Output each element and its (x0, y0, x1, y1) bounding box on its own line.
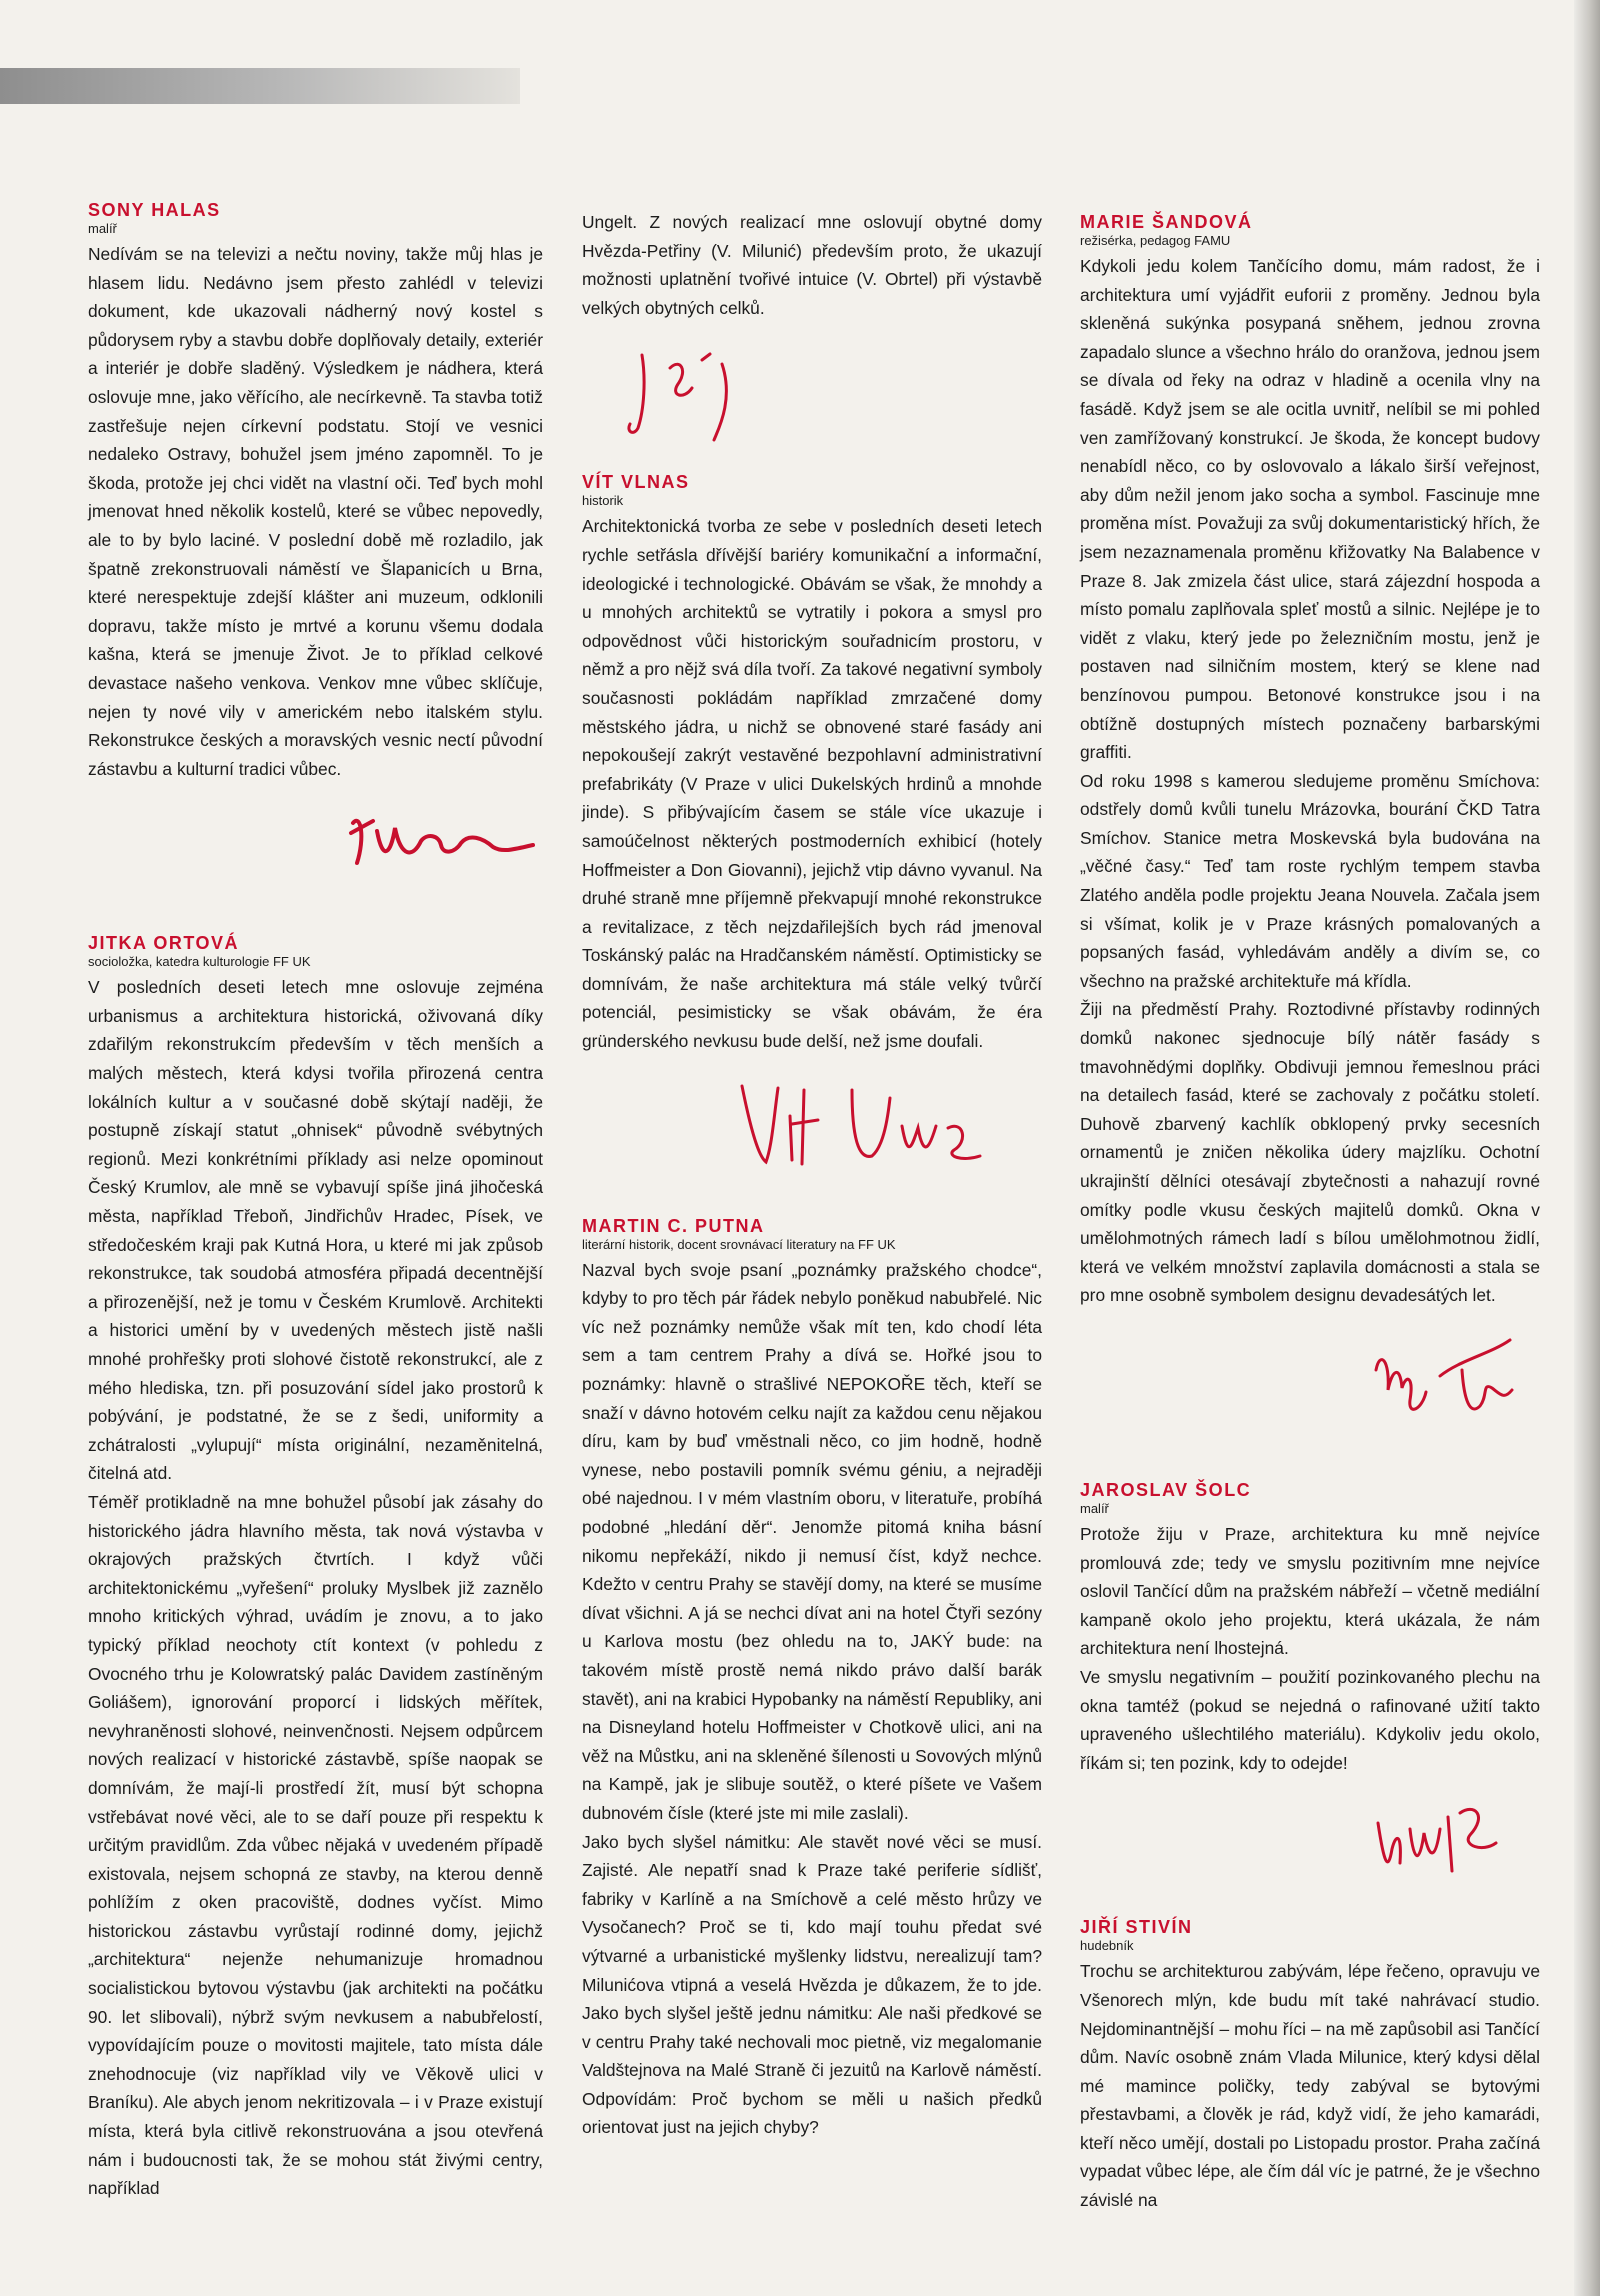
author-name: SONY HALAS (88, 200, 221, 220)
handwritten-signature-icon (1370, 1330, 1520, 1430)
column-1 (88, 200, 543, 2203)
signature-solc (1080, 1777, 1540, 1917)
paragraph: Ungelt. Z nových realizací mne oslovují obytné domy Hvězda-Petřiny (V. Milunić) především proto, že ukazují možnosti uplatnění tvořivé intuice (V. Obrtel) při výstavbě velkých obytných celků. (582, 212, 1042, 318)
author-name: VÍT VLNAS (582, 472, 690, 493)
paragraph: Nedívám se na televizi a nečtu noviny, takže můj hlas je hlasem lidu. Nedávno jsem přesto zahlédl v televizi dokument, kde ukazovali nádherný nový kostel s půdorysem ryby a stavbu dobře doplňovaly detaily, exteriér a interiér je dobře sladěný. Výsledkem je nádhera, která oslovuje mne, jako věřícího, ale necírkevně. Ta stavba totiž zastřešuje nejen církevní podstatu. Stojí ve vesnici nedaleko Ostravy, bohužel jsem jméno zapomněl. To je škoda, protože jej chci vidět na vlastní oči. Teď bych mohl jmenovat hned několik kostelů, které se vůbec nepovedly, ale to by bylo laciné. V poslední době mě rozladilo, jak špatně zrekonstruovali náměstí ve Šlapanicích u Brna, které nerespektuje zdejší klášter ani muzeum, odklonili dopravu, takže místo je mrtvé a korunu všemu dodala kašna, která se jmenuje Život. Je to příklad celkové devastace našeho venkova. Venkov mne vůbec sklíčuje, nejen ty nové vily v americkém nebo italském stylu. Rekonstrukce českých a moravských vesnic nectí původní zástavbu a kulturní tradici vůbec. (88, 244, 543, 779)
section-ortova-continued (582, 208, 1042, 322)
author-role: historik (582, 493, 624, 509)
section-jitka-ortova (88, 933, 543, 2203)
paragraph: Jako bych slyšel námitku: Ale stavět nové věci se musí. Zajisté. Ale nepatří snad k Praze také periferie sídlišť, fabriky v Karlíně a na Smíchově a celé město hrůzy ve Vysočanech? Proč se ti, kdo mají touhu předat své výtvarné a urbanistické myšlenky lidstvu, nerealizují tam? Milunićova vtipná a veselá Hvězda je důkazem, že to jde. Jako bych slyšel ještě jednu námitku: Ale naši předkové se v centru Prahy také nechovali moc pietně, viz megalomanie Valdštejnova na Malé Straně či jezuitů na Karlově náměstí. Odpovídám: Proč bychom se měli u našich předků orientovat just na jejich chyby? (582, 1831, 1042, 2138)
section-sony-halas (88, 200, 543, 783)
section-vit-vlnas (582, 472, 1042, 1055)
paragraph: V posledních deseti letech mne oslovuje zejména urbanismus a architektura historická, oživovaná díky zdařilým rekonstrukcím především v těch menších a malých městech, která kdysi tvořila přirozená centra lokálních kultur a v současné době skýtají naději, že postupně získají statut „ohnisek“ původně svébytných regionů. Mezi konkrétními příklady asi nelze opominout Český Krumlov, ale mně se vybavují spíše jiná jihočeská města, například Třeboň, Jindřichův Hradec, Písek, ve středočeském kraji pak Kutná Hora, u které mi jak způsob rekonstrukce, tak soudobá atmosféra připadá decentnější a přirozenější, než je tomu v Českém Krumlově. Architekti a historici umění by v uvedených městech jistě našli mnohé prohřešky proti slohové čistotě rekonstrukcí, ale z mého hlediska, tzn. při posuzování sídel jako prostorů k pobývání, je podstatné, že se z šedi, uniformity a zchátralosti „vylupují“ místa originální, nezaměnitelná, čitelná atd. (88, 977, 543, 1484)
paragraph: Ve smyslu negativním – použití pozinkovaného plechu na okna tamtéž (pokud se nejedná o rafinované užití takto upraveného ušlechtilého materiálu). Kdykoliv jedu okolo, říkám si; ten pozink, kdy to odejde! (1080, 1666, 1540, 1773)
paragraph: Od roku 1998 s kamerou sledujeme proměnu Smíchova: odstřely domů kvůli tunelu Mrázovka, bourání ČKD Tatra Smíchov. Stanice metra Moskevská byla budována na „věčné časy.“ Teď tam roste rychlým tempem stavba Zlatého anděla podle projektu Jeana Nouvela. Začala jsem si všímat, kolik je v Praze krásných pomalovaných a popsaných fasád, vyhledávám anděly a divím se, co všechno na pražské architektuře má křídla. (1080, 770, 1540, 991)
section-body (88, 240, 543, 783)
author-role: malíř (1080, 1500, 1109, 1516)
section-body (1080, 252, 1540, 1310)
column-2 (582, 208, 1042, 2142)
author-role: režisérka, pedagog FAMU (1080, 233, 1231, 248)
author-role: malíř (88, 221, 117, 236)
author-name: MARIE ŠANDOVÁ (1080, 212, 1253, 232)
handwritten-signature-icon (732, 1076, 992, 1186)
section-jaroslav-solc (1080, 1480, 1540, 1777)
signature-halas (88, 783, 543, 933)
paragraph: Protože žiju v Praze, architektura ku mně nejvíce promlouvá zde; tedy ve smyslu pozitivním mne nejvíce oslovil Tančící dům na pražském nábřeží – včetně mediální kampaně okolo jeho projektu, která ukázala, že nám architektura není lhostejná. (1080, 1523, 1540, 1659)
section-body (1080, 1520, 1540, 1777)
handwritten-signature-icon (1370, 1793, 1510, 1883)
column-3 (1080, 212, 1540, 2215)
author-name: JAROSLAV ŠOLC (1080, 1479, 1252, 1500)
handwritten-signature-icon (622, 340, 762, 450)
section-martin-putna (582, 1216, 1042, 2142)
author-name: JITKA ORTOVÁ (88, 933, 240, 954)
author-name: MARTIN C. PUTNA (582, 1215, 765, 1236)
page-header-strip (0, 68, 520, 104)
section-body (582, 512, 1042, 1055)
author-role: literární historik, docent srovnávací literatury na FF UK (582, 1236, 896, 1252)
section-body (582, 1256, 1042, 2142)
section-jiri-stivin (1080, 1917, 1540, 2214)
section-marie-sandova (1080, 212, 1540, 1310)
paragraph: Žiji na předměstí Prahy. Roztodivné přístavby rodinných domků nakonec sjednocuje bílý nátěr fasády s tmavohnědými doplňky. Obdivuji jemnou řemeslnou práci na detailech fasád, které se zachovaly z počátku století. Duhově zbarvený kachlík obklopený prvky secesních ornamentů je zničen několika údery majzlíku. Ochotní ukrajinští dělníci otesávají zbytečnosti a nahazují rovné omítky podle vkusu českých majitelů domků. Okna v umělohmotných rámech ladí s bílou umělohmotnou židlí, která ve velkém množství zaplavila domácnosti a stala se pro mne osobně symbolem designu devadesátých let. (1080, 999, 1540, 1306)
signature-vlnas (582, 1056, 1042, 1216)
signature-ortova (582, 322, 1042, 472)
paragraph: Nazval bych svoje psaní „poznámky pražského chodce“, kdyby to pro těch pár řádek nebylo poněkud nabubřelé. Nic víc než poznámky nemůže však mít ten, kdo chodí léta sem a tam centrem Prahy a dívá se. Hořké jsou to poznámky: hlavně o strašlivé NEPOKOŘE těch, kteří se snaží v dávno hotovém celku najít za každou cenu nějakou díru, kam by buď vměstnali něco, co jim hodně, hodně vynese, nebo postavili pomník svému géniu, a nejraději obé najednou. I v mém vlastním oboru, v literatuře, probíhá podobné „hledání děr“. Jenomže pitomá kniha básní nikomu nepřekáží, nikdo ji nemusí číst, když nechce. Kdežto v centru Prahy se stavějí domy, na které se musíme dívat všichni. A já se nechci dívat ani na hotel Čtyři sezóny u Karlova mostu (bez ohledu na to, JAKÝ bude: na takovém místě prostě nemá nikdo právo další barák stavět), ani na krabici Hypobanky na náměstí Republiky, ani na Disneyland hotelu Hoffmeister v Chotkově ulici, ani na věž na Můstku, ani na skleněné šílenosti u Sovových mlýnů na Kampě, jak je slibuje soutěž, o které píšete ve Vašem dubnovém čísle (které jste mi mile zaslali). (582, 1259, 1042, 1823)
author-role: socioložka, katedra kulturologie FF UK (88, 954, 311, 970)
paragraph: Architektonická tvorba ze sebe v posledních deseti letech rychle setřásla dřívější bariéry komunikační a informační, ideologické i technologické. Obávám se však, že mnohdy a u mnohých architektů se vytratily i pokora a smysl pro odpovědnost vůči historickým souřadnicím prostoru, v němž a pro nějž svá díla tvoří. Za takové negativní symboly současnosti pokládám například zmrzačené domy městského jádra, u nichž se obnovené staré fasády ani nepokoušejí zakrýt vestavěné bezpohlavní administrativní prefabrikáty (V Praze v ulici Dukelských hrdinů a mnohde jinde). S přibývajícím časem se stále více ukazuje i samoúčelnost některých postmoderních exhibicí (hotely Hoffmeister a Don Giovanni), jejichž vtip dávno vyvanul. Na druhé straně mne příjemně překvapují mnohé rekonstrukce a revitalizace, z těch nejzdařilejších bych rád jmenoval Toskánský palác na Hradčanském náměstí. Optimisticky se domnívám, že naše architektura má stále velký tvůrčí potenciál, pesimisticky se však obávám, že éra gründerského nevkusu bude delší, než jsme doufali. (582, 516, 1042, 1052)
signature-sandova (1080, 1310, 1540, 1480)
page-spine-shadow (1574, 0, 1600, 2296)
handwritten-signature-icon (343, 803, 543, 893)
section-body (582, 208, 1042, 322)
paragraph: Kdykoli jedu kolem Tančícího domu, mám radost, že i architektura umí vyjádřit euforii z proměny. Jednou byla skleněná sukýnka posypaná sněhem, jednou zrovna zapadalo slunce a všechno hrálo do oranžova, jednou jsem se dívala od řeky na odraz v hladině a ocenila vlny na fasádě. Když jsem se ale ocitla uvnitř, nelíbil se mi pohled ven zamřížovaný konstrukcí. Je škoda, že koncept budovy nenabídl něco, co by oslovovalo a lákalo širší veřejnost, aby dům nežil jenom jako socha a symbol. Fascinuje mne proměna míst. Považuji za svůj dokumentaristický hřích, že jsem nezaznamenala proměnu křižovatky Na Balabence v Praze 8. Jak zmizela část ulice, stará zájezdní hospoda a místo pomalu zaplňovala spleť mostů a silnic. Nejlépe je to vidět z vlaku, který jede po železničním mostu, jenž je postaven nad silničním mostem, který se klene nad benzínovou pumpou. Betonové konstrukce jsou i na obtížně dostupných místech poznačeny barbarskými graffiti. (1080, 256, 1540, 763)
section-body (1080, 1957, 1540, 2214)
section-body (88, 973, 543, 2203)
author-role: hudebník (1080, 1938, 1134, 1954)
author-name: JIŘÍ STIVÍN (1080, 1917, 1193, 1938)
paragraph: Téměř protikladně na mne bohužel působí jak zásahy do historického jádra hlavního města, tak nová výstavba v okrajových pražských čtvrtích. I když vůči architektonickému „vyřešení“ proluky Myslbek již zaznělo mnoho kritických výhrad, uvádím je znovu, a to jako typický příklad neochoty ctít kontext (v pohledu z Ovocného trhu je Kolowratský palác Davidem zastíněným Goliášem), ignorování proporcí i lidských měřítek, nevyhraněnosti slohové, neinvenčnosti. Nejsem odpůrcem nových realizací v historické zástavbě, spíše naopak se domnívám, že mají-li prostředí žít, musí být schopna vstřebávat nové věci, ale to se daří pouze při respektu k určitým pravidlům. Zda vůbec nějaká v uvedeném případě existovala, nejsem schopná ze stavby, na kterou denně pohlížím z oken pracoviště, dodnes vyčíst. Mimo historickou zástavbu vyrůstají rodinné domy, jejichž „architektura“ nejenže nehumanizuje hromadnou socialistickou bytovou výstavbu (jak architekti na počátku 90. let slibovali), nýbrž svým nevkusem a nabubřelostí, vypovídajícím pouze o movitosti majitele, tato místa dále znehodnocuje (viz například vily ve Věkově ulici v Braníku). Ale abych jenom nekritizovala – i v Praze existují místa, která byla citlivě rekonstruována a jsou otevřená nám i budoucnosti tak, že se mohou stát živými centry, například (88, 1491, 543, 2199)
paragraph: Trochu se architekturou zabývám, lépe řečeno, opravuju ve Všenorech mlýn, kde budu mít také nahrávací studio. Nejdominantnější – mohu říci – na mě zapůsobil asi Tančící dům. Navíc osobně znám Vlada Milunice, který kdysi dělal mé mamince poličky, tedy zabýval se bytovými přestavbami, a člověk je rád, když vidí, že jeho kamarádi, kteří něco umějí, dostali po Listopadu prostor. Praha začíná vypadat vůbec lépe, ale čím dál víc je patrné, že je všechno závislé na (1080, 1961, 1540, 2211)
